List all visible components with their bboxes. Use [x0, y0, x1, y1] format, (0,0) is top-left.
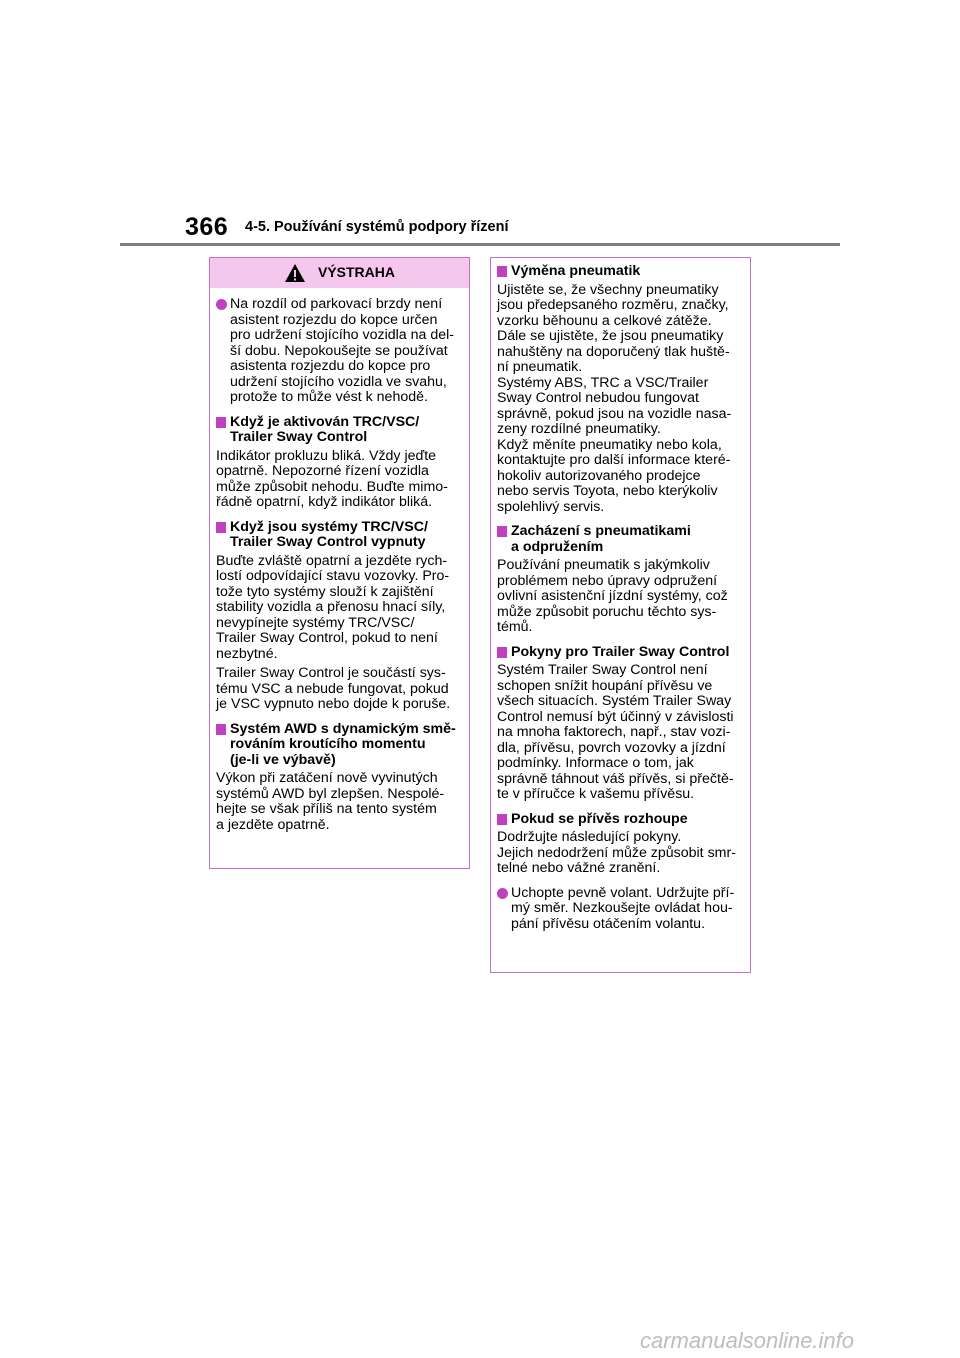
- text-line: Dodržujte následující pokyny.: [497, 829, 682, 845]
- warning-bullet-text: [230, 297, 463, 406]
- text-line: hejte se však příliš na tento systém: [216, 801, 437, 817]
- text-line: nevypínejte systémy TRC/VSC/: [216, 614, 415, 631]
- list-bullet: [497, 886, 744, 933]
- section-heading: [497, 524, 744, 555]
- square-bullet-icon: [216, 724, 226, 735]
- text-line: může způsobit nehodu. Buďte mimo-: [216, 478, 448, 495]
- section-heading: [216, 520, 463, 551]
- section-heading-text: [511, 812, 744, 828]
- section-title: 4-5. Používání systémů podpory řízení: [245, 219, 509, 235]
- square-bullet-icon: [216, 417, 226, 428]
- text-line: řádně opatrní, když indikátor bliká.: [216, 494, 433, 510]
- text-line: asistenta rozjezdu do kopce pro: [230, 358, 431, 374]
- round-bullet-icon: [497, 888, 508, 899]
- text-line: nebo servis Toyota, nebo kterýkoliv: [497, 483, 718, 499]
- text-line: telné nebo vážné zranění.: [497, 860, 661, 876]
- text-line: hokoliv autorizovaného prodejce: [497, 467, 701, 484]
- section-heading: [216, 415, 463, 446]
- text-line: pro udržení stojícího vozidla na del-: [230, 327, 454, 343]
- text-line: rováním kroutícího momentu: [230, 736, 426, 752]
- text-line: stability vozidla a přenosu hnací síly,: [216, 599, 446, 615]
- body-paragraph: [216, 771, 463, 833]
- text-line: pání přívěsu otáčením volantu.: [511, 915, 706, 932]
- text-line: Trailer Sway Control je součástí sys-: [216, 665, 446, 681]
- text-line: Control nemusí být účinný v závislosti: [497, 708, 734, 725]
- left-sections: [216, 415, 463, 834]
- text-line: Trailer Sway Control, pokud to není: [216, 630, 438, 646]
- text-line: témů.: [497, 619, 533, 635]
- warning-label: VÝSTRAHA: [317, 264, 395, 281]
- text-line: tože tyto systémy slouží k zajištění: [216, 583, 434, 600]
- text-line: systémů AWD byl zlepšen. Nespolé-: [216, 785, 445, 802]
- text-line: Ujistěte se, že všechny pneumatiky: [497, 281, 719, 298]
- text-line: ovlivní asistenční jízdní systémy, což: [497, 588, 728, 604]
- text-line: podmínky. Informace o tom, jak: [497, 755, 694, 771]
- text-line: správně táhnout váš přívěs, si přečtě-: [497, 770, 734, 787]
- text-line: Výměna pneumatik: [511, 263, 641, 279]
- text-line: tému VSC a nebude fungovat, pokud: [216, 680, 449, 697]
- text-line: Systém AWD s dynamickým smě-: [230, 720, 456, 737]
- list-bullet-text: [511, 886, 744, 933]
- watermark: carmanualsonline.info: [640, 1328, 855, 1353]
- section-heading-text: [511, 264, 744, 280]
- square-bullet-icon: [497, 647, 507, 658]
- text-line: Indikátor prokluzu bliká. Vždy jeďte: [216, 447, 437, 464]
- square-bullet-icon: [497, 526, 507, 537]
- text-line: Když je aktivován TRC/VSC/: [230, 413, 420, 430]
- warning-header: [210, 258, 469, 288]
- text-line: Když měníte pneumatiky nebo kola,: [497, 436, 722, 453]
- text-line: vzorku běhounu a celkové zátěže.: [497, 312, 712, 329]
- text-line: na mnoha faktorech, např., stav vozi-: [497, 724, 731, 740]
- text-line: je VSC vypnuto nebo dojde k poruše.: [216, 696, 451, 712]
- text-line: kontaktujte pro další informace které-: [497, 452, 731, 468]
- text-line: ší dobu. Nepokoušejte se používat: [230, 342, 448, 359]
- body-paragraph: [216, 449, 463, 511]
- text-line: všech situacích. Systém Trailer Sway: [497, 693, 732, 709]
- square-bullet-icon: [497, 814, 507, 825]
- text-line: protože to může vést k nehodě.: [230, 389, 428, 405]
- text-line: Dále se ujistěte, že jsou pneumatiky: [497, 328, 724, 344]
- section-heading-text: [230, 722, 463, 769]
- section-heading-text: [230, 415, 463, 446]
- section-heading: [497, 264, 744, 280]
- body-paragraph: [216, 554, 463, 663]
- header-rule: [120, 243, 840, 246]
- text-line: Trailer Sway Control vypnuty: [230, 534, 426, 550]
- text-line: jsou předepsaného rozměru, značky,: [497, 297, 729, 313]
- text-line: mý směr. Nezkoušejte ovládat hou-: [511, 900, 733, 916]
- body-paragraph: [497, 283, 744, 516]
- text-line: a jezděte opatrně.: [216, 816, 330, 833]
- text-line: nahuštěny na doporučený tlak huště-: [497, 343, 730, 360]
- body-paragraph: [497, 830, 744, 877]
- text-line: Systémy ABS, TRC a VSC/Trailer: [497, 374, 709, 391]
- text-line: Když jsou systémy TRC/VSC/: [230, 518, 428, 535]
- section-heading: [216, 722, 463, 769]
- section-heading-text: [511, 524, 744, 555]
- text-line: a odpružením: [511, 538, 604, 555]
- text-line: dla, přívěsu, povrch vozovky a jízdní: [497, 739, 726, 756]
- right-sections: [497, 264, 744, 932]
- text-line: Zacházení s pneumatikami: [511, 523, 691, 539]
- square-bullet-icon: [497, 266, 507, 277]
- text-line: te v příručce k vašemu přívěsu.: [497, 786, 695, 802]
- square-bullet-icon: [216, 522, 226, 533]
- text-line: Výkon při zatáčení nově vyvinutých: [216, 770, 438, 786]
- text-line: Jejich nedodržení může způsobit smr-: [497, 844, 736, 861]
- text-line: Sway Control nebudou fungovat: [497, 390, 699, 406]
- text-line: může způsobit poruchu těchto sys-: [497, 603, 717, 620]
- text-line: problémem nebo úpravy odpružení: [497, 572, 718, 589]
- text-line: Trailer Sway Control: [230, 429, 368, 445]
- text-line: lostí odpovídající stavu vozovky. Pro-: [216, 568, 450, 584]
- warning-bullet: [216, 297, 463, 406]
- text-line: schopen snížit houpání přívěsu ve: [497, 677, 713, 694]
- text-line: Uchopte pevně volant. Udržujte pří-: [511, 884, 735, 901]
- text-line: Na rozdíl od parkovací brzdy není: [230, 296, 443, 312]
- text-line: ní pneumatik.: [497, 359, 583, 375]
- round-bullet-icon: [216, 299, 227, 310]
- warning-box: [209, 257, 470, 869]
- text-line: správně, pokud jsou na vozidle nasa-: [497, 405, 732, 422]
- body-paragraph: [497, 558, 744, 636]
- text-line: Buďte zvláště opatrní a jezděte rych-: [216, 552, 448, 569]
- text-line: Pokyny pro Trailer Sway Control: [511, 643, 730, 660]
- page-number: 366: [185, 213, 229, 241]
- text-line: zeny rozdílné pneumatiky.: [497, 421, 661, 437]
- warning-triangle-icon: [284, 263, 306, 283]
- text-line: opatrně. Nepozorné řízení vozidla: [216, 463, 429, 479]
- text-line: udržení stojícího vozidla ve svahu,: [230, 373, 447, 390]
- text-line: Pokud se přívěs rozhoupe: [511, 810, 688, 827]
- section-heading: [497, 645, 744, 661]
- text-line: Používání pneumatik s jakýmkoliv: [497, 557, 710, 573]
- body-paragraph: [216, 666, 463, 713]
- text-line: asistent rozjezdu do kopce určen: [230, 311, 438, 328]
- text-line: nezbytné.: [216, 645, 278, 662]
- body-paragraph: [497, 663, 744, 803]
- text-line: spolehlivý servis.: [497, 498, 605, 515]
- text-line: Systém Trailer Sway Control není: [497, 662, 708, 678]
- section-heading-text: [511, 645, 744, 661]
- section-heading: [497, 812, 744, 828]
- info-box: [490, 257, 751, 973]
- section-heading-text: [230, 520, 463, 551]
- text-line: (je-li ve výbavě): [230, 751, 336, 768]
